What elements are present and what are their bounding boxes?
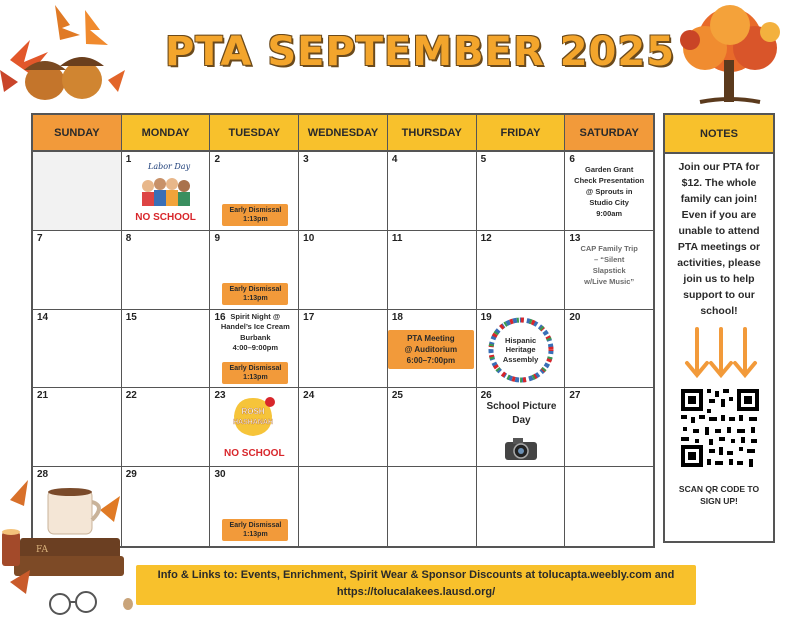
day-cell-30 (210, 467, 299, 546)
event-line: Spirit Night @ (230, 311, 281, 321)
day-cell-17 (299, 310, 388, 389)
week-row (33, 310, 653, 389)
day-number: 29 (125, 469, 137, 481)
event-line: – “Silent (593, 254, 625, 264)
svg-text:FA: FA (36, 545, 48, 555)
footer-link[interactable]: https://tolucalakees.lausd.org/ (336, 586, 496, 598)
event-line: CAP Family Trip (580, 243, 638, 253)
weekday-tuesday: TUESDAY (210, 115, 299, 152)
day-cell-10 (299, 231, 388, 310)
garden-grant-event (567, 164, 651, 219)
scan-qr-label: SCAN QR CODE TO SIGN UP! (678, 484, 760, 506)
weekday-wednesday: WEDNESDAY (299, 115, 388, 152)
day-cell-13 (565, 231, 653, 310)
autumn-tree-icon (660, 0, 800, 112)
event-line: Day (512, 415, 531, 427)
day-cell-empty (388, 467, 477, 546)
day-number: 14 (37, 311, 49, 323)
day-cell-6 (565, 152, 653, 231)
day-number: 7 (37, 232, 43, 244)
day-number: 11 (391, 232, 403, 244)
day-number: 2 (214, 154, 220, 165)
event-line: Slapstick (592, 265, 626, 275)
event-line: Studio City (589, 198, 629, 207)
rosh-hashanah-icon (222, 392, 284, 438)
event-line: 6:00–7:00pm (406, 355, 456, 365)
day-cell-11 (388, 231, 477, 310)
notes-body: Join our PTA for $12. The whole family can join! Even if you are unable to attend PTA meetings or activities, please join us to help support to our school! (677, 161, 761, 317)
day-number: 19 (480, 311, 492, 323)
pta-meeting-event (388, 330, 474, 369)
day-cell-14 (33, 310, 122, 389)
event-line: @ Sprouts in (585, 187, 633, 196)
day-cell-19 (477, 310, 566, 389)
early-dismissal-time: 1:13pm (243, 373, 268, 381)
event-line: 9:00am (596, 209, 623, 218)
event-line: Handel’s Ice Cream (220, 322, 290, 332)
hispanic-heritage-event (493, 336, 549, 365)
day-cell-1 (122, 152, 211, 231)
day-cell-22 (122, 388, 211, 467)
day-number: 23 (214, 390, 226, 402)
day-number: 6 (569, 154, 575, 165)
hashanah-label: HASHANAH (233, 419, 274, 427)
event-line: Heritage (505, 345, 536, 355)
day-number: 9 (214, 232, 220, 244)
day-number: 13 (569, 232, 581, 244)
day-cell-empty (299, 467, 388, 546)
day-number: 30 (214, 469, 226, 481)
early-dismissal-label: Early Dismissal (229, 522, 282, 530)
spirit-night-event (214, 312, 296, 354)
day-number: 24 (303, 390, 315, 402)
day-number: 4 (391, 154, 398, 165)
event-line: w/Live Music” (584, 276, 635, 286)
autumn-leaves-acorn-icon (0, 0, 130, 110)
early-dismissal-badge (222, 362, 288, 384)
day-cell-23 (210, 388, 299, 467)
event-line: PTA Meeting (407, 333, 455, 343)
day-cell-empty (33, 152, 122, 231)
day-number: 27 (569, 390, 581, 402)
cap-trip-event (567, 243, 651, 287)
day-cell-15 (122, 310, 211, 389)
notes-panel (663, 113, 775, 543)
day-cell-12 (477, 231, 566, 310)
week-row (33, 388, 653, 467)
weekday-thursday: THURSDAY (388, 115, 477, 152)
footer-banner (136, 565, 696, 605)
picture-day-event (481, 400, 563, 428)
weekday-friday: FRIDAY (477, 115, 566, 152)
day-number: 8 (125, 232, 132, 244)
no-school-label: NO SCHOOL (224, 448, 285, 460)
event-line: Check Presentation (574, 176, 645, 185)
weekday-header (33, 115, 653, 152)
week-row (33, 231, 653, 310)
early-dismissal-time: 1:13pm (243, 531, 268, 539)
day-cell-20 (565, 310, 653, 389)
early-dismissal-badge (222, 204, 288, 226)
day-number: 28 (37, 469, 49, 481)
day-cell-2 (210, 152, 299, 231)
camera-icon (503, 436, 539, 462)
day-number: 5 (480, 154, 487, 165)
day-cell-29 (122, 467, 211, 546)
labor-day-icon (138, 158, 194, 208)
day-cell-21 (33, 388, 122, 467)
day-cell-5 (477, 152, 566, 231)
weekday-saturday: SATURDAY (565, 115, 653, 152)
day-number: 15 (125, 311, 137, 323)
down-arrow-icon (683, 325, 759, 381)
day-cell-25 (388, 388, 477, 467)
early-dismissal-time: 1:13pm (243, 216, 268, 223)
day-number: 1 (125, 154, 132, 165)
day-number: 12 (480, 232, 492, 244)
weekday-monday: MONDAY (122, 115, 211, 152)
day-cell-27 (565, 388, 653, 467)
event-line: Garden Grant (585, 165, 634, 174)
day-number: 3 (303, 154, 309, 165)
day-number: 18 (391, 311, 403, 323)
footer-line-1: Info & Links to: Events, Enrichment, Spirit Wear & Sponsor Discounts at tolucapta.weebly.com and (157, 569, 675, 581)
labor-day-logo-text: Labor Day (147, 162, 190, 171)
day-number: 26 (480, 390, 492, 402)
day-number: 21 (37, 390, 49, 402)
notes-header: NOTES (665, 115, 773, 154)
early-dismissal-label: Early Dismissal (229, 285, 282, 293)
day-cell-18 (388, 310, 477, 389)
event-line: Burbank (240, 332, 271, 342)
day-cell-3 (299, 152, 388, 231)
day-cell-4 (388, 152, 477, 231)
weekday-sunday: SUNDAY (33, 115, 122, 152)
week-row (33, 152, 653, 231)
day-cell-empty (477, 467, 566, 546)
early-dismissal-badge (222, 283, 288, 305)
day-cell-empty (565, 467, 653, 546)
event-line: 4:00–9:00pm (232, 343, 279, 353)
event-line: School Picture (486, 401, 557, 413)
early-dismissal-label: Early Dismissal (229, 207, 282, 214)
coffee-books-icon (0, 470, 135, 618)
day-number: 20 (569, 311, 581, 323)
no-school-label: NO SCHOOL (135, 212, 196, 223)
qr-code-icon[interactable] (679, 387, 761, 469)
day-number: 10 (303, 232, 315, 244)
early-dismissal-label: Early Dismissal (229, 364, 282, 372)
day-number: 17 (303, 311, 315, 323)
rosh-label: ROSH (241, 407, 265, 417)
day-cell-16 (210, 310, 299, 389)
day-cell-7 (33, 231, 122, 310)
event-line: Hispanic (504, 335, 537, 345)
day-cell-8 (122, 231, 211, 310)
early-dismissal-time: 1:13pm (243, 294, 268, 302)
early-dismissal-badge (222, 519, 288, 541)
day-number: 16 (214, 311, 226, 323)
day-cell-24 (299, 388, 388, 467)
event-line: @ Auditorium (404, 344, 458, 354)
day-number: 25 (391, 390, 403, 402)
page-title: PTA SEPTEMBER 2025 (164, 29, 676, 75)
day-cell-26 (477, 388, 566, 467)
day-number: 22 (125, 390, 137, 402)
day-cell-9 (210, 231, 299, 310)
event-line: Assembly (502, 354, 539, 364)
